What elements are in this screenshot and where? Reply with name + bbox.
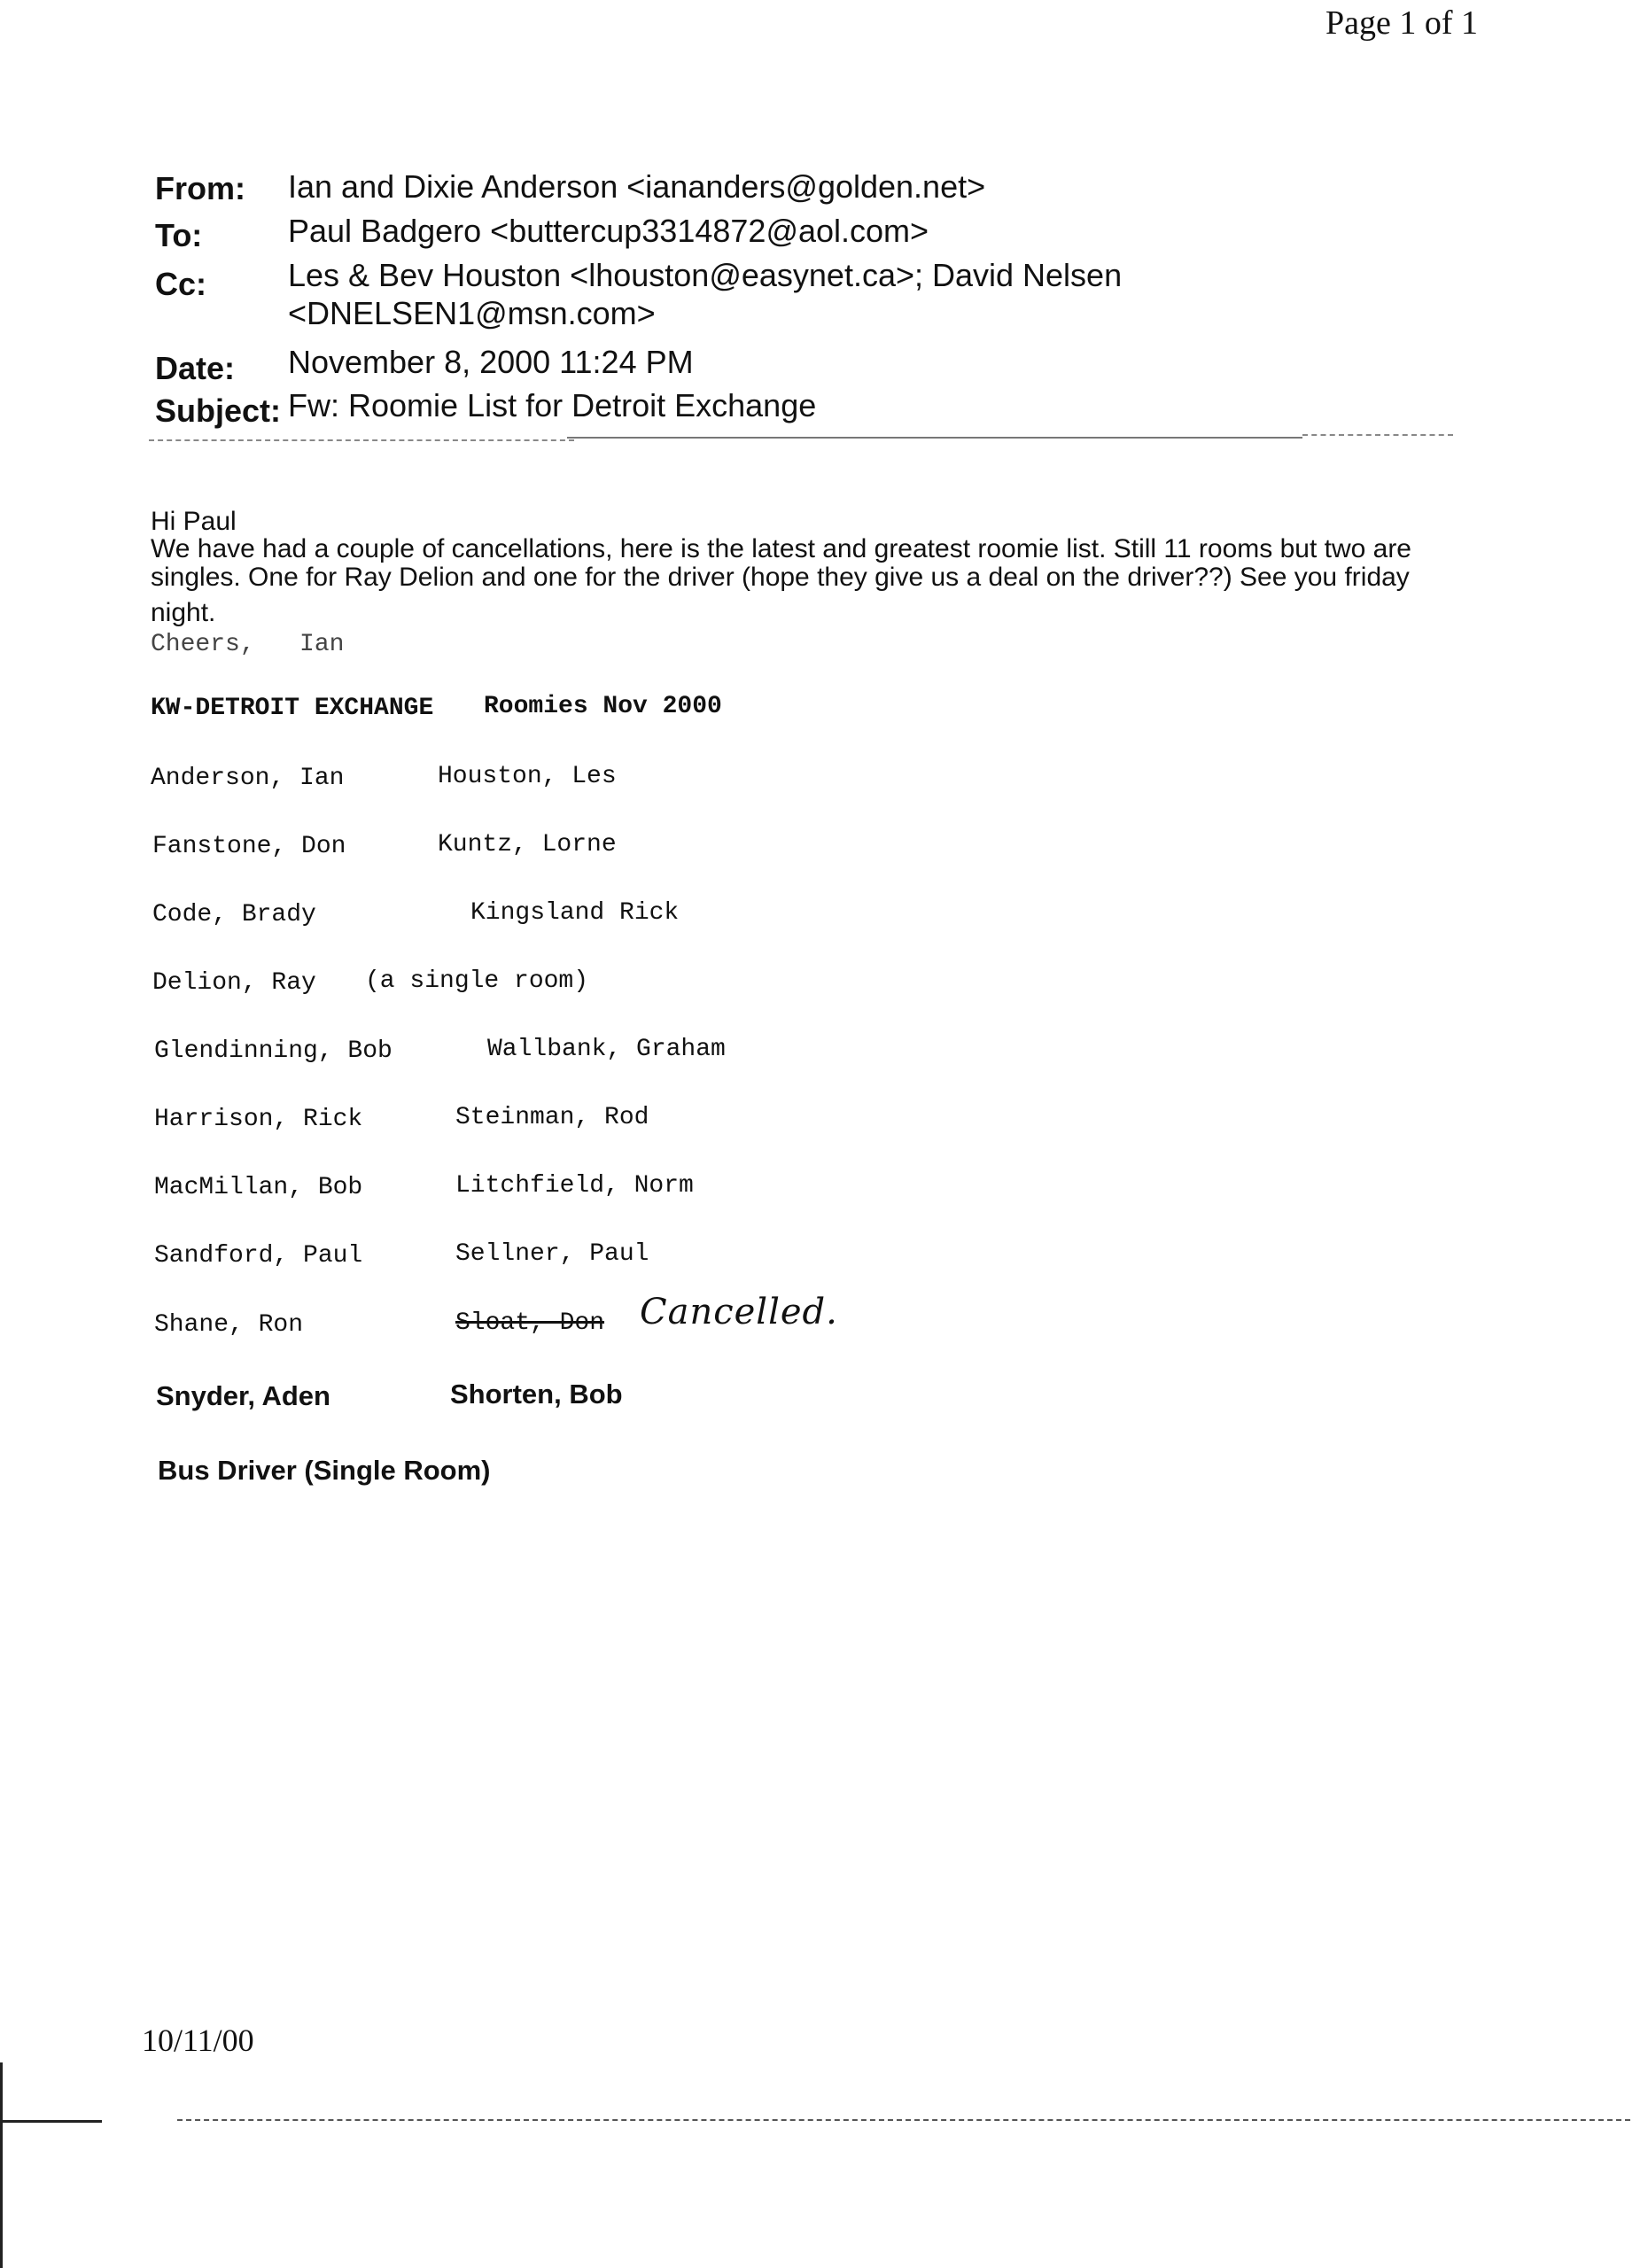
scan-bottom-dashed-rule (177, 2119, 1630, 2121)
roomie-right-4: (a single room) (365, 967, 589, 995)
page-number: Page 1 of 1 (1325, 4, 1479, 42)
cc-label: Cc: (155, 266, 207, 302)
footer-date: 10/11/00 (142, 2023, 254, 2058)
roomie-left-6: Harrison, Rick (154, 1106, 363, 1133)
roomie-right-9-struck: Sloat, Don (455, 1309, 605, 1337)
roomie-right-3: Kingsland Rick (470, 899, 680, 927)
roomie-left-4: Delion, Ray (152, 969, 316, 997)
message-line-1: We have had a couple of cancellations, here is the latest and greatest roomie list. Still 11 rooms but two are (151, 534, 1411, 563)
subject-value: Fw: Roomie List for Detroit Exchange (288, 387, 817, 423)
roomie-right-1: Houston, Les (438, 763, 617, 790)
from-label: From: (155, 170, 245, 206)
roomie-list-subtitle: Roomies Nov 2000 (484, 693, 722, 720)
from-value: Ian and Dixie Anderson <iananders@golden.net> (288, 168, 986, 205)
roomie-left-7: MacMillan, Bob (154, 1174, 363, 1201)
header-rule-mid (567, 437, 1302, 439)
roomie-right-8: Sellner, Paul (455, 1240, 649, 1268)
roomie-right-5: Wallbank, Graham (487, 1036, 726, 1063)
header-rule-left (149, 439, 574, 441)
cc-value-line2: <DNELSEN1@msn.com> (288, 295, 656, 331)
header-rule-right (1302, 434, 1453, 436)
subject-label: Subject: (155, 392, 282, 429)
roomie-left-3: Code, Brady (152, 901, 316, 928)
greeting: Hi Paul (151, 507, 237, 536)
roomie-left-8: Sandford, Paul (154, 1242, 363, 1270)
to-value: Paul Badgero <buttercup3314872@aol.com> (288, 213, 929, 249)
message-line-2: singles. One for Ray Delion and one for the driver (hope they give us a deal on the driver??) See you friday (151, 563, 1410, 592)
to-label: To: (155, 217, 203, 253)
roomie-right-2: Kuntz, Lorne (438, 831, 617, 858)
date-label: Date: (155, 350, 236, 386)
roomie-list-title: KW-DETROIT EXCHANGE (151, 695, 434, 722)
scan-bottom-rule-start (0, 2120, 102, 2123)
roomie-right-6: Steinman, Rod (455, 1104, 649, 1131)
roomie-left-1: Anderson, Ian (151, 765, 345, 792)
handwritten-cancelled-note: Cancelled. (640, 1292, 838, 1332)
bus-driver-entry: Bus Driver (Single Room) (158, 1455, 491, 1486)
roomie-left-10: Snyder, Aden (156, 1380, 330, 1411)
roomie-left-9: Shane, Ron (154, 1311, 304, 1339)
cc-value-line1: Les & Bev Houston <lhouston@easynet.ca>; David Nelsen (288, 257, 1123, 293)
scan-edge-mark (0, 2062, 3, 2268)
roomie-left-5: Glendinning, Bob (154, 1037, 393, 1065)
roomie-left-2: Fanstone, Don (152, 833, 346, 860)
message-line-3: night. (151, 598, 216, 627)
signoff: Cheers, Ian (151, 631, 345, 658)
roomie-right-7: Litchfield, Norm (455, 1172, 694, 1200)
date-value: November 8, 2000 11:24 PM (288, 344, 694, 380)
roomie-right-10: Shorten, Bob (450, 1379, 623, 1410)
